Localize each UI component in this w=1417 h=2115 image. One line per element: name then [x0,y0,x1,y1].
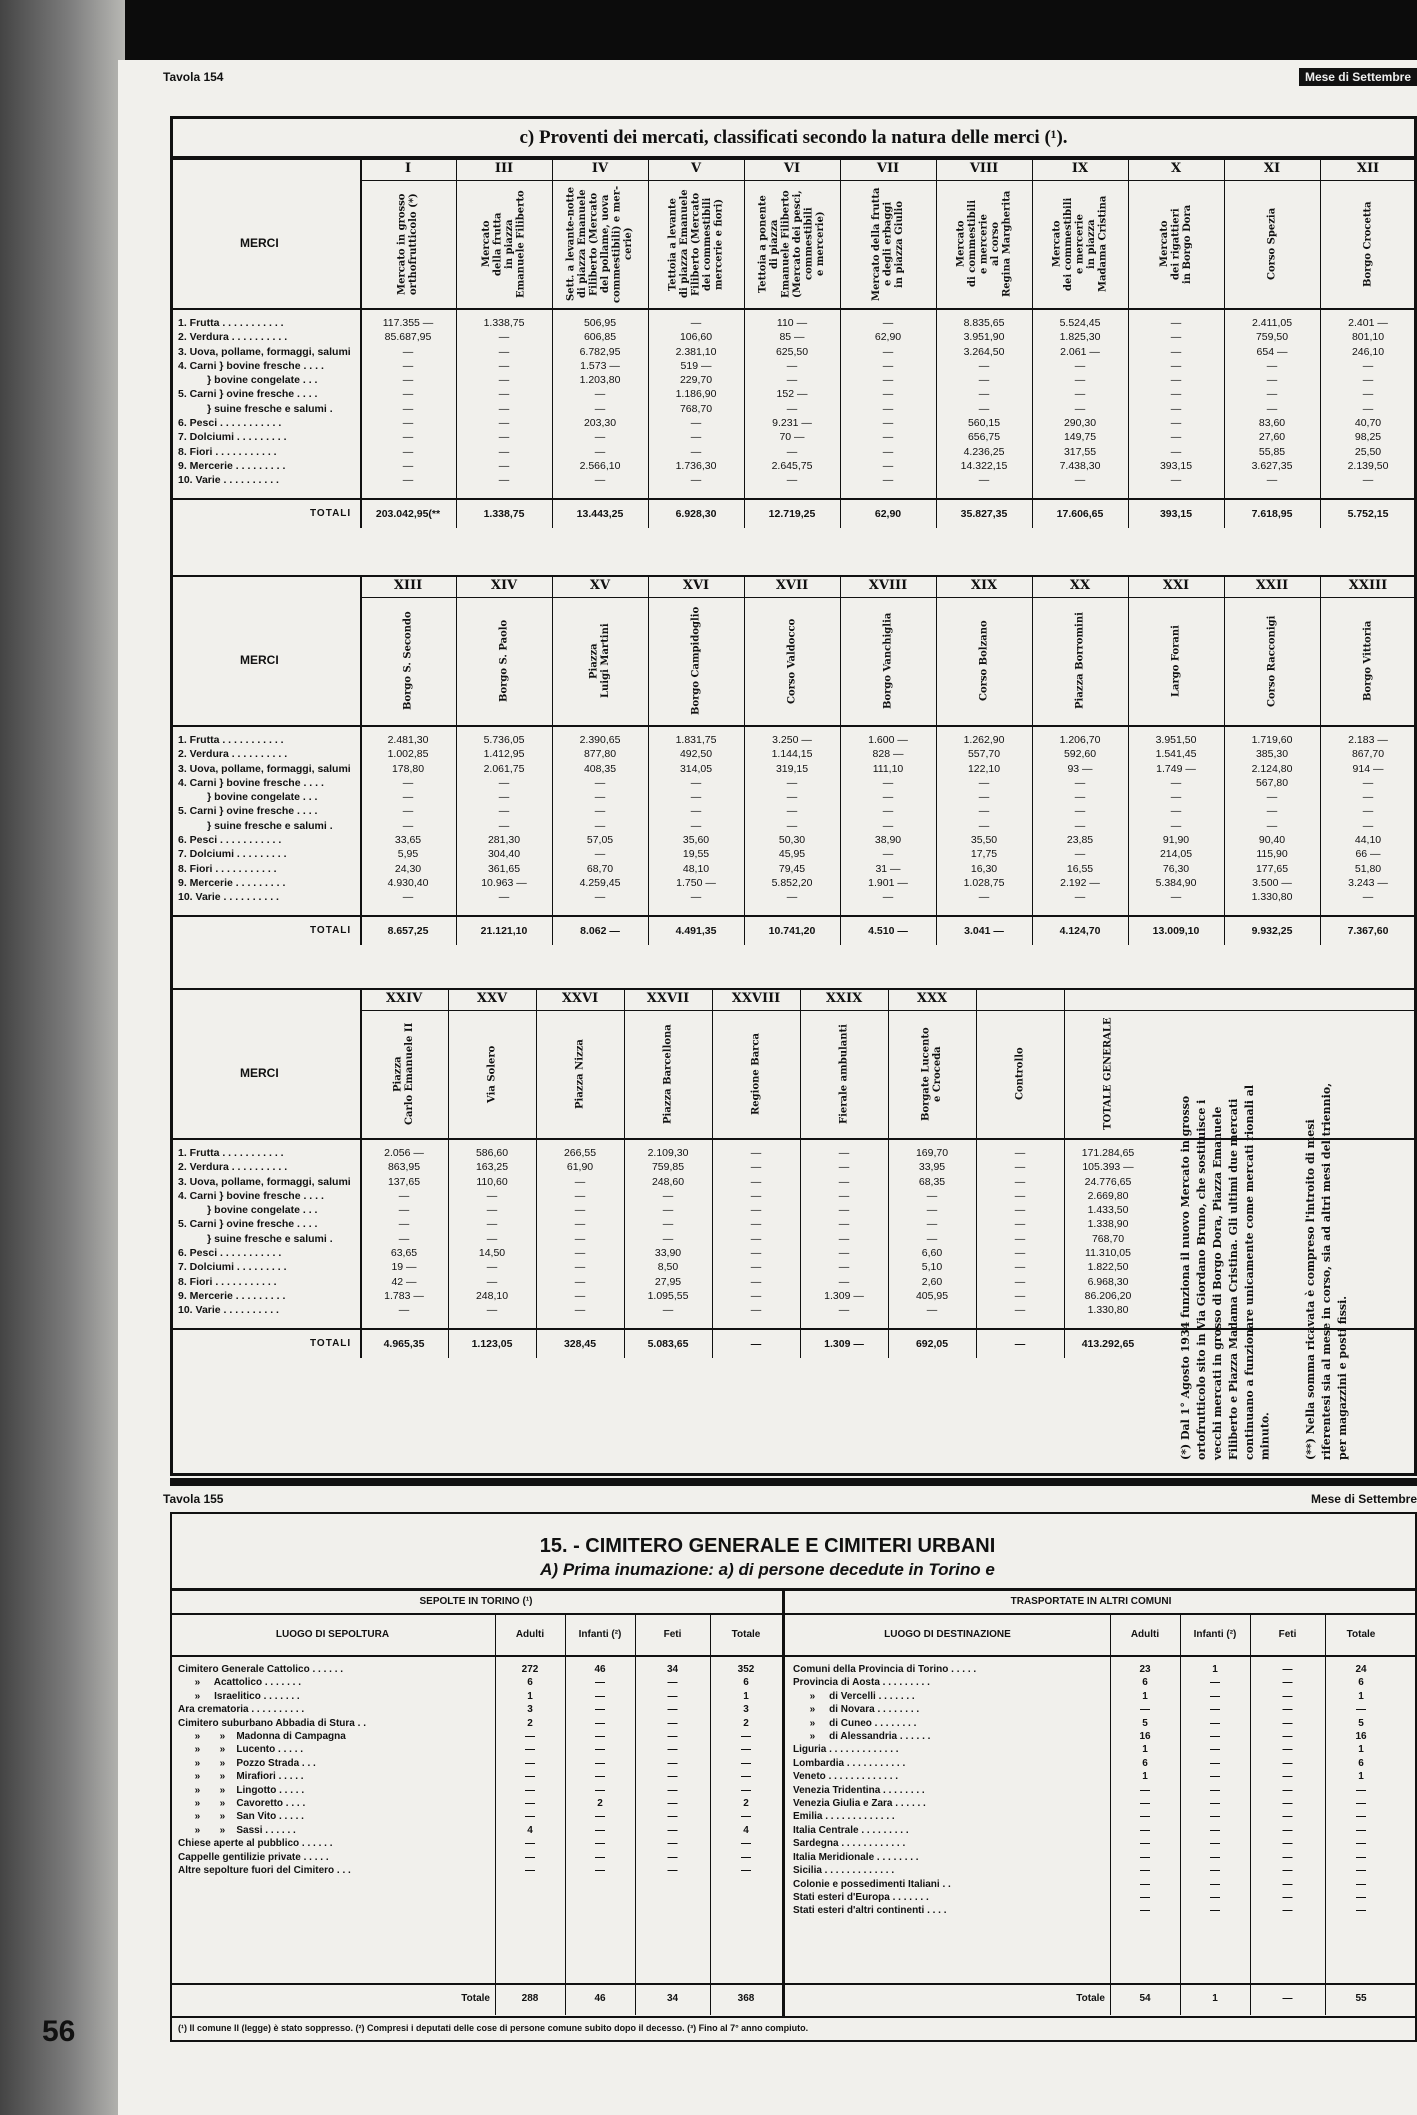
market-name: Piazza Carlo Emanuele II [392,1022,415,1126]
month-label: Mese di Settembre [1299,68,1417,86]
column-number: I [404,161,412,176]
right-col-totale: Totale [1346,1629,1376,1640]
left-total-value: 288 [521,1993,539,2004]
column-number: XIII [393,578,423,593]
market-name: Tettoia a ponente di piazza Emanuele Filiberto (Mercato dei pesci, commestibili e mercerie) [757,190,826,298]
column-total: 13.009,10 [1152,925,1200,937]
right-adulti-values: 23 6 1 — 5 16 1 6 1 — — — — — — — — — — [1139,1664,1151,1917]
column-values: 2.411,05 759,50 654 — — — — — 83,60 27,60 55,85 3.627,35 — [1251,317,1293,487]
column-number: X [1170,161,1182,176]
column-values: 586,60 163,25 110,60 — — — — 14,50 — — 248,10 — [475,1147,509,1317]
market-name: Borgo S. Secondo [402,611,414,711]
right-total-label: Totale [1076,1993,1105,2004]
column-total: 413.292,65 [1081,1338,1135,1350]
column-number: XII [1356,161,1380,176]
merci-header: MERCI [240,653,279,667]
column-total: 62,90 [874,508,902,520]
column-values: 5.524,45 1.825,30 2.061 — — — — — 290,30 149,75 317,55 7.438,30 — [1059,317,1101,487]
column-number: V [690,161,702,176]
column-values: 5.736,05 1.412,95 2.061,75 — — — — 281,30 304,40 361,65 10.963 — — [481,734,527,904]
column-values: — 106,60 2.381,10 519 — 229,70 1.186,90 768,70 — — — 1.736,30 — [675,317,717,487]
cemetery-rule [170,1588,1417,1591]
market-name: Borgo Crocetta [1362,201,1374,287]
column-total: 7.367,60 [1347,925,1389,937]
right-totale-values: 24 6 1 — 5 16 1 6 1 — — — — — — — — — — [1355,1664,1367,1917]
market-name: Controllo [1014,1047,1026,1101]
column-values: — — — — — — — — — — — — [750,1147,762,1317]
market-name: Via Solero [486,1045,498,1103]
right-infanti-values: 1 — — — — — — — — — — — — — — — — — — [1210,1664,1220,1917]
page-number: 56 [42,2015,76,2048]
column-values: 2.390,65 877,80 408,35 — — — — 57,05 — 68,70 4.259,45 — [579,734,621,904]
column-values: 110 — 85 — 625,50 — — 152 — — 9.231 — 70 — — 2.645,75 — [771,317,813,487]
colnum-rule [360,180,1417,181]
market-name: Mercato dei commestibili e mercerie in piazza Madama Cristina [1051,195,1109,293]
total-label: TOTALI [310,925,352,936]
scan-left-shadow [0,0,125,2115]
items-list: 1. Frutta . . . . . . . . . . . 2. Verdura . . . . . . . . . . 3. Uova, pollame, formaggi, salumi 4. Carni } bovine fresche . . . . } bovine congelate . . . 5. Carni } ovine fresche . . . . } suine fresche e salumi . 6. Pesci . . . . . . . . . . . 7. Dolciumi . . . . . . . . . 8. Fiori . . . . . . . . . . . 9. Mercerie . . . . . . . . . 10. Varie . . . . . . . . . . [178,734,351,904]
right-feti-values: — — — — — — — — — — — — — — — — — — — [1282,1664,1293,1917]
market-name: Mercato dei rigattieri in Borgo Dora [1158,204,1193,284]
column-number: XXX [916,991,948,1006]
column-number: VI [783,161,801,176]
totals-rule [170,1983,1417,1985]
market-name: Piazza Nizza [574,1039,586,1109]
column-total: 21.121,10 [480,925,528,937]
column-number: XVII [775,578,809,593]
colnum-rule [360,597,1417,598]
column-number: XX [1069,578,1091,593]
column-number: XVIII [868,578,908,593]
market-name: Regione Barca [750,1032,762,1116]
block-rule-top [170,158,1417,160]
left-total-value: 368 [737,1993,755,2004]
right-rows: Comuni della Provincia di Torino . . . . . Provincia di Aosta . . . . . . . . . » di Vercelli . . . . . . . » di Novara . . . . . . . . » di Cuneo . . . . . . . . » di Alessandria . . . . . . Liguria . . . . . . . . . . . . . Lombardia . . . . . . . . . . . Veneto . . . . . . . . . . . . . Venezia Tridentina . . . . . . . . Venezia Giulia e Zara . . . . . . Emilia . . . . . . . . . . . . . Italia Centrale . . . . . . . . . Sardegna . . . . . . . . . . . . Italia Meridionale . . . . . . . . Sicilia . . . . . . . . . . . . . Colonie e possedimenti Italiani . . Stati esteri d'Europa . . . . . . . Stati esteri d'altri continenti . . . . [793,1664,977,1917]
column-total: 692,05 [915,1338,949,1350]
right-col-adulti: Adulti [1130,1629,1160,1640]
column-number: XIX [970,578,998,593]
market-name: Piazza Luigi Martini [588,623,611,699]
column-values: 266,55 61,90 — — — — — — — — — — [563,1147,597,1317]
items-list: 1. Frutta . . . . . . . . . . . 2. Verdura . . . . . . . . . . 3. Uova, pollame, formaggi, salumi 4. Carni } bovine fresche . . . . } bovine congelate . . . 5. Carni } ovine fresche . . . . } suine fresche e salumi . 6. Pesci . . . . . . . . . . . 7. Dolciumi . . . . . . . . . 8. Fiori . . . . . . . . . . . 9. Mercerie . . . . . . . . . 10. Varie . . . . . . . . . . [178,317,351,487]
column-values: 171.284,65 105.393 — 24.776,65 2.669,80 1.433,50 1.338,90 768,70 11.310,05 1.822,50 6.968,30 86.206,20 1.330,80 [1081,1147,1135,1317]
right-total-value: — [1282,1993,1293,2004]
footnote-markets: (*) Dal 1° Agosto 1934 funziona il nuovo Mercato in grosso ortofrutticolo sito in Via Giordano Bruno, che sostituisce i vecchi mercati in grosso di Borgo Dora, Piazza Emanuele Filiberto e Piazza Madama Cristina. Gli ultimi due mercati continuano a funzionare unicamente come mercati rionali al minuto. [1179,1084,1272,1460]
cemetery-title: 15. - CIMITERO GENERALE E CIMITERI URBANI [539,1535,996,1557]
column-values: 2.183 — 867,70 914 — — — — — 44,10 66 — 51,80 3.243 — — [1348,734,1388,904]
market-name: Corso Valdocco [786,618,798,704]
column-values: 3.250 — 1.144,15 319,15 — — — — 50,30 45,95 79,45 5.852,20 — [771,734,813,904]
market-name: Borgate Lucento e Croceda [920,1027,943,1121]
market-name: Borgo S. Paolo [498,619,510,703]
column-total: 328,45 [563,1338,597,1350]
total-rule [170,915,1417,917]
left-col-totale: Totale [731,1629,761,1640]
column-total: — [1014,1338,1026,1350]
column-total: 12.719,25 [768,508,816,520]
column-number: IX [1071,161,1089,176]
column-total: 9.932,25 [1251,925,1293,937]
right-total-value: 1 [1212,1993,1218,2004]
right-col-luogo: LUOGO DI DESTINAZIONE [884,1629,1011,1640]
total-label: TOTALI [310,1338,352,1349]
left-total-value: 46 [594,1993,606,2004]
column-number: XXIX [825,991,863,1006]
left-col-luogo: LUOGO DI SEPOLTURA [275,1629,390,1640]
column-total: 203.042,95(** [375,508,441,520]
column-values: 1.262,90 557,70 122,10 — — — — 35,50 17,75 16,30 1.028,75 — [963,734,1005,904]
column-total: 393,15 [1159,508,1193,520]
column-values: 117.355 — 85.687,95 — — — — — — — — — — [382,317,434,487]
column-values: 1.719,60 385,30 2.124,80 567,80 — — — 90,40 115,90 177,65 3.500 — 1.330,80 [1251,734,1293,904]
column-values: — — — — — — — — — — 393,15 — [1159,317,1193,487]
market-name: Largo Forani [1170,625,1182,697]
block-rule-top [170,575,1417,577]
column-total: 7.618,95 [1251,508,1293,520]
column-number: VIII [969,161,999,176]
column-number: XXVII [646,991,690,1006]
market-name: Borgo Campidoglio [690,606,702,716]
column-values: 1.600 — 828 — 111,10 — — — — 38,90 — 31 — 1.901 — — [868,734,908,904]
market-name: Corso Bolzano [978,620,990,702]
market-name: Mercato della frutta in piazza Emanuele Filiberto [481,190,527,298]
column-total: 17.606,65 [1056,508,1104,520]
column-number: XXIII [1348,578,1388,593]
separator-band [170,1478,1417,1486]
cemetery-footnote: (¹) Il comune II (legge) è stato soppresso. (²) Compresi i deputati delle cose di persone comune subito dopo il decesso. (³) Fino al 7° anno compiuto. [178,2023,809,2033]
left-col-adulti: Adulti [515,1629,545,1640]
column-values: 2.481,30 1.002,85 178,80 — — — — 33,65 5,95 24,30 4.930,40 — [387,734,429,904]
market-name: Mercato della frutta e degli erbaggi in piazza Giulio [870,187,905,301]
column-values: — 62,90 — — — — — — — — — — [874,317,902,487]
right-col-feti: Feti [1278,1629,1297,1640]
table-number: Tavola 154 [163,70,224,84]
column-values: 3.951,50 1.541,45 1.749 — — — — — 91,90 214,05 76,30 5.384,90 — [1155,734,1197,904]
column-total: 1.309 — [824,1338,864,1350]
left-totale-values: 352 6 1 3 2 — — — — — 2 — 4 — — — [737,1664,755,1877]
month-label-155: Mese di Settembre [1310,1492,1417,1506]
total-label: TOTALI [310,508,352,519]
market-name: Mercato di commestibili e mercerie al corso Regina Margherita [955,190,1013,298]
column-values: 169,70 33,95 68,35 — — — — 6,60 5,10 2,60 405,95 — [915,1147,949,1317]
header-rule [170,308,1417,310]
column-number: XXI [1162,578,1190,593]
column-total: 10.741,20 [768,925,816,937]
market-name: Fierale ambulanti [838,1024,850,1124]
column-number: XV [589,578,611,593]
left-group-header: SEPOLTE IN TORINO (¹) [419,1596,533,1607]
column-total: 4.965,35 [383,1338,425,1350]
column-total: 4.491,35 [675,925,717,937]
market-name: Tettoia a levante di piazza Emanuele Filiberto (Mercato dei commestibili mercerie e fiori) [667,189,725,299]
column-values: 1.206,70 592,60 93 — — — — — 23,85 — 16,55 2.192 — — [1059,734,1101,904]
column-values: 1.338,75 — — — — — — — — — — — [483,317,525,487]
column-number: XXIV [385,991,423,1006]
footnote-sum: (**) Nella somma ricavata è compreso l'introito di mesi riferentesi sia al mese in corso, sia ad altri mesi del triennio, per magazzini e posti fissi. [1304,1082,1349,1460]
column-total: 6.928,30 [675,508,717,520]
column-total: 4.124,70 [1059,925,1101,937]
items-list: 1. Frutta . . . . . . . . . . . 2. Verdura . . . . . . . . . . 3. Uova, pollame, formaggi, salumi 4. Carni } bovine fresche . . . . } bovine congelate . . . 5. Carni } ovine fresche . . . . } suine fresche e salumi . 6. Pesci . . . . . . . . . . . 7. Dolciumi . . . . . . . . . 8. Fiori . . . . . . . . . . . 9. Mercerie . . . . . . . . . 10. Varie . . . . . . . . . . [178,1147,351,1317]
market-name: Borgo Vanchiglia [882,612,894,710]
column-number: III [494,161,514,176]
column-values: 1.831,75 492,50 314,05 — — — — 35,60 19,55 48,10 1.750 — — [675,734,717,904]
market-name: Corso Spezia [1266,207,1278,281]
column-values: — — — — — — — — — — — — [1014,1147,1026,1317]
column-number: XXV [476,991,508,1006]
market-name: Corso Racconigi [1266,615,1278,707]
group-rule [170,1613,1417,1615]
column-number: XXVI [561,991,599,1006]
table-title: c) Proventi dei mercati, classificati secondo la natura delle merci (¹). [519,127,1068,148]
column-number: XIV [490,578,518,593]
cemetery-subtitle: A) Prima inumazione: a) di persone decedute in Torino e [540,1560,995,1579]
total-rule [170,498,1417,500]
column-number: XI [1263,161,1281,176]
column-total: 5.083,65 [647,1338,689,1350]
merci-header: MERCI [240,1066,279,1080]
header-rule [170,725,1417,727]
market-name: Borgo Vittoria [1362,620,1374,702]
colhead-rule [170,1655,1417,1657]
column-number: XVI [682,578,710,593]
market-name: Piazza Borromini [1074,612,1086,710]
column-values: 2.056 — 863,95 137,65 — — — — 63,65 19 — 42 — 1.783 — — [384,1147,424,1317]
market-name: Sett. a levante-notte di piazza Emanuele Filiberto (Mercato del pollame, uova commestibili) e mer- cerie) [565,185,634,303]
column-total: 1.123,05 [471,1338,513,1350]
left-total-value: 34 [666,1993,679,2004]
document-page [118,60,1417,2115]
column-number: XXII [1255,578,1289,593]
market-name: Mercato in grosso orthofrutticolo (*) [396,193,419,295]
right-col-infanti: Infanti (²) [1193,1629,1237,1640]
column-total: 5.752,15 [1347,508,1389,520]
merci-header: MERCI [240,236,279,250]
column-total: 1.338,75 [483,508,525,520]
column-total: — [750,1338,762,1350]
left-col-infanti: Infanti (²) [578,1629,622,1640]
market-name: Piazza Barcellona [662,1024,674,1124]
left-adulti-values: 272 6 1 3 2 — — — — — — — 4 — — — [521,1664,539,1877]
column-total: 8.657,25 [387,925,429,937]
column-values: 8.835,65 3.951,90 3.264,50 — — — — 560,15 656,75 4.236,25 14.322,15 — [960,317,1008,487]
right-total-value: 55 [1355,1993,1367,2004]
column-number: VII [876,161,900,176]
left-infanti-values: 46 — — — — — — — — — 2 — — — — — [594,1664,606,1877]
column-values: 506,95 606,85 6.782,95 1.573 — 1.203,80 — — 203,30 — — 2.566,10 — [579,317,621,487]
left-rows: Cimitero Generale Cattolico . . . . . . » Acattolico . . . . . . . » Israelitico . . . . . . . Ara crematoria . . . . . . . . . . Cimitero suburbano Abbadia di Stura . . » » Madonna di Campagna » » Lucento . . . . . » » Pozzo Strada . . . » » Mirafiori . . . . . » » Lingotto . . . . . » » Cavoretto . . . . » » San Vito . . . . . » » Sassi . . . . . . Chiese aperte al pubblico . . . . . . Cappelle gentilizie private . . . . . Altre sepolture fuori del Cimitero . . . [178,1664,366,1877]
column-total: 3.041 — [964,925,1004,937]
table-number-155: Tavola 155 [163,1492,224,1506]
block-rule-top [170,988,1417,990]
column-number: XXVIII [731,991,781,1006]
right-total-value: 54 [1139,1993,1151,2004]
column-number: IV [591,161,609,176]
right-group-header: TRASPORTATE IN ALTRI COMUNI [1010,1596,1172,1607]
column-values: — — — — — — — — — — 1.309 — — [824,1147,864,1317]
column-total: 8.062 — [580,925,620,937]
left-total-label: Totale [461,1993,490,2004]
column-total: 13.443,25 [576,508,624,520]
market-name: TOTALE GENERALE [1102,1017,1114,1131]
left-col-feti: Feti [663,1629,682,1640]
column-values: 2.401 — 801,10 246,10 — — — — 40,70 98,25 25,50 2.139,50 — [1347,317,1389,487]
column-total: 35.827,35 [960,508,1008,520]
column-total: 4.510 — [868,925,908,937]
left-feti-values: 34 — — — — — — — — — — — — — — — [666,1664,679,1877]
column-values: 2.109,30 759,85 248,60 — — — — 33,90 8,50 27,95 1.095,55 — [647,1147,689,1317]
